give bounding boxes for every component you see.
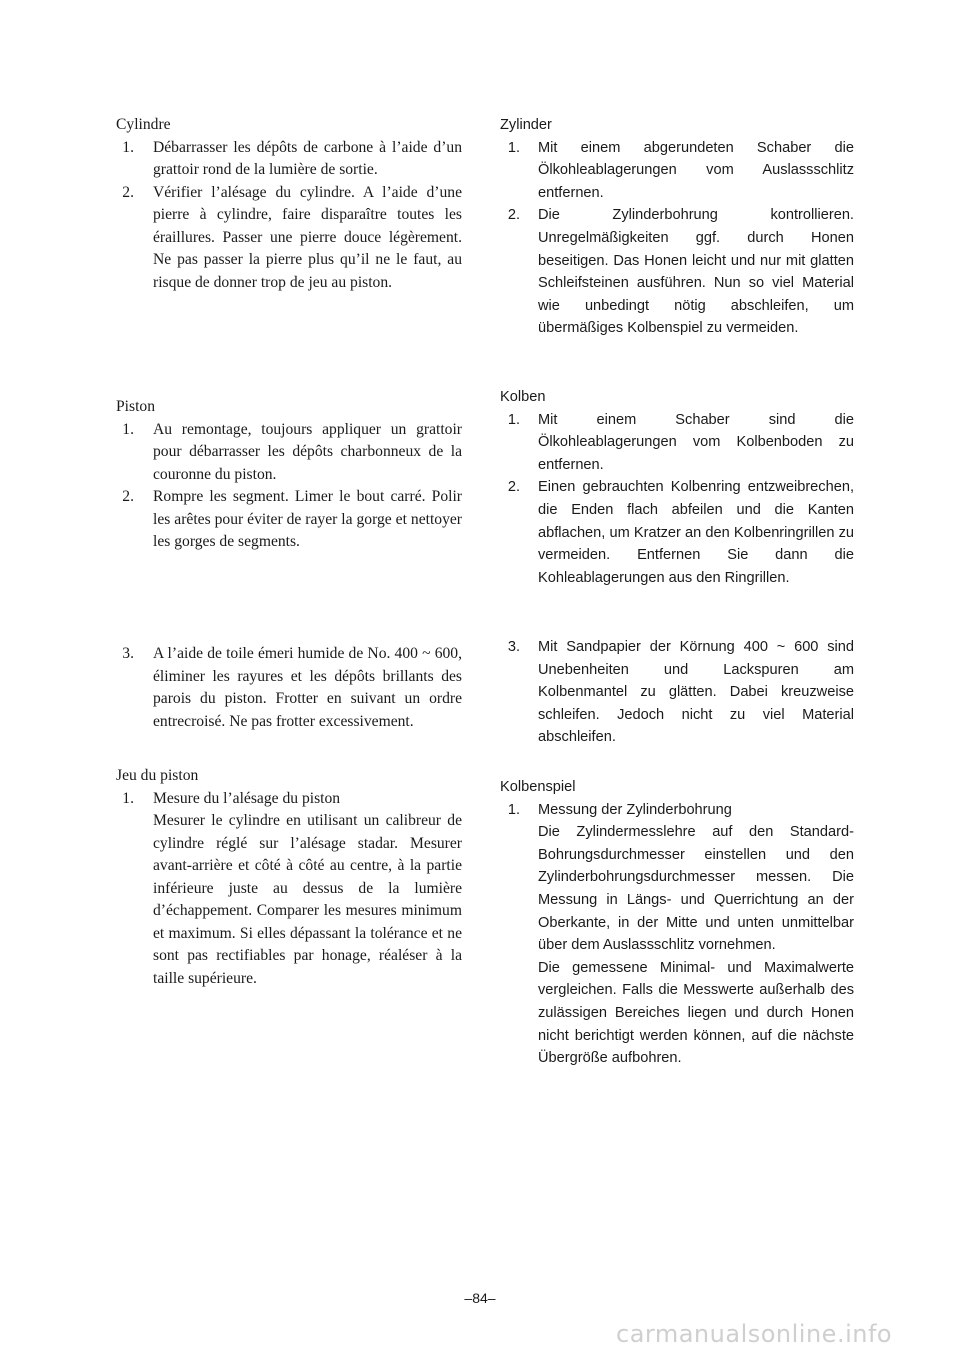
item-number: 1. [122, 420, 134, 438]
item-number: 2. [122, 183, 134, 201]
section-heading: Jeu du piston [116, 767, 199, 784]
item-number: 1. [122, 138, 134, 156]
list-item [116, 643, 462, 733]
list-item [116, 182, 462, 295]
list-item [500, 409, 854, 477]
page-number: –84– [464, 1290, 496, 1306]
item-number: 2. [122, 488, 134, 505]
item-text: A l’aide de toile émeri humide de No. 400 ~ 600, éliminer les rayures et les dépôts brillants des parois du piston. Frotter en suivant un ordre entrecroisé. Ne pas frotter excessivement. [153, 645, 462, 730]
item-text: Die Zylindermesslehre auf den Standard-Bohrungsdurchmesser einstellen und den Zylinderbohrungsdurchmesser messen. Die Messung in Längs- und Querrichtung an der Oberkante, in der Mitte und unten unmittelbar über dem Auslassschlitz vornehmen. [538, 824, 854, 954]
section-heading: Cylindre [116, 116, 171, 133]
item-title: Messung der Zylinderbohrung [538, 801, 732, 818]
watermark: carmanualsonline.info [616, 1320, 893, 1348]
section-piston [116, 396, 462, 554]
list-item [116, 486, 462, 554]
item-number: 3. [507, 639, 520, 655]
item-number: 1. [507, 801, 520, 818]
item-number: 1. [507, 139, 520, 156]
item-text: Mit einem abgerundeten Schaber die Ölkohleablagerungen vom Auslassschlitz entfernen. [538, 139, 854, 201]
list-item [116, 419, 462, 487]
section-zylinder [500, 114, 854, 340]
item-text: Vérifier l’alésage du cylindre. A l’aide d’une pierre à cylindre, faire disparaître toutes les éraillures. Passer une pierre douce légèrement. Ne pas passer la pierre plus qu’il ne le faut, au risque de donner trop de jeu au piston. [153, 183, 462, 291]
section-kolben-3 [500, 636, 854, 749]
section-kolben [500, 386, 854, 589]
item-text: Rompre les segment. Limer le bout carré. Polir les arêtes pour éviter de rayer la gorge et nettoyer les gorges de segments. [153, 488, 462, 550]
item-text: Einen gebrauchten Kolbenring entzweibrechen, die Enden flach abfeilen und die Kanten abflachen, um Kratzer an den Kolbenringrillen zu vermeiden. Entfernen Sie dann die Kohleablagerungen aus den Ringrillen. [538, 479, 854, 586]
item-number: 3. [122, 645, 134, 662]
item-text: Die Zylinderbohrung kontrollieren. Unregelmäßigkeiten ggf. durch Honen beseitigen. Das Honen leicht und nur mit glatten Schleifsteinen ausführen. Nun so viel Material wie unbedingt nötig abschleifen, um übermäßiges Kolbenspiel zu vermeiden. [538, 207, 854, 337]
list-item [500, 799, 854, 1070]
list-item [116, 137, 462, 182]
item-number: 1. [507, 411, 520, 428]
list-item [500, 204, 854, 340]
section-piston-3 [116, 643, 462, 733]
item-text: Mit Sandpapier der Körnung 400 ~ 600 sind Unebenheiten und Lackspuren am Kolbenmantel zu glätten. Dabei kreuzweise schleifen. Jedoch nicht zu viel Material abschleifen. [538, 639, 854, 746]
section-kolbenspiel [500, 776, 854, 1070]
item-number: 1. [122, 789, 134, 807]
item-text: Mit einem Schaber sind die Ölkohleablagerungen vom Kolbenboden zu entfernen. [538, 411, 854, 473]
item-text: Mesurer le cylindre en utilisant un calibreur de cylindre réglé sur l’alésage stadar. Mesurer avant-arrière et côté à côté au centre, à la partie inférieure juste au dessus de la lumière d’échappement. Comparer les mesures minimum et maximum. Si elles dépassant la tolérance et ne sont pas rectifiables par honage, réaléser à la taille supérieure. [153, 812, 462, 987]
item-number: 2. [507, 479, 520, 496]
list-item [500, 476, 854, 589]
item-title: Mesure du l’alésage du piston [153, 789, 341, 807]
item-text: Débarrasser les dépôts de carbone à l’aide d’un grattoir rond de la lumière de sortie. [153, 138, 462, 178]
section-heading: Zylinder [500, 117, 552, 133]
list-item [500, 137, 854, 205]
list-item [116, 788, 462, 991]
section-jeu-du-piston [116, 765, 462, 990]
item-text-2: Die gemessene Minimal- und Maximalwerte vergleichen. Falls die Messwerte außerhalb des zulässigen Bereiches liegen und durch Honen nicht berichtigt werden können, auf die nächste Übergröße aufbohren. [538, 959, 854, 1067]
section-heading: Piston [116, 398, 155, 415]
list-item [500, 636, 854, 749]
section-heading: Kolben [500, 389, 546, 405]
item-number: 2. [507, 207, 520, 224]
section-cylindre [116, 114, 462, 294]
section-heading: Kolbenspiel [500, 779, 576, 795]
item-text: Au remontage, toujours appliquer un grattoir pour débarrasser les dépôts charbonneux de la couronne du piston. [153, 420, 462, 483]
